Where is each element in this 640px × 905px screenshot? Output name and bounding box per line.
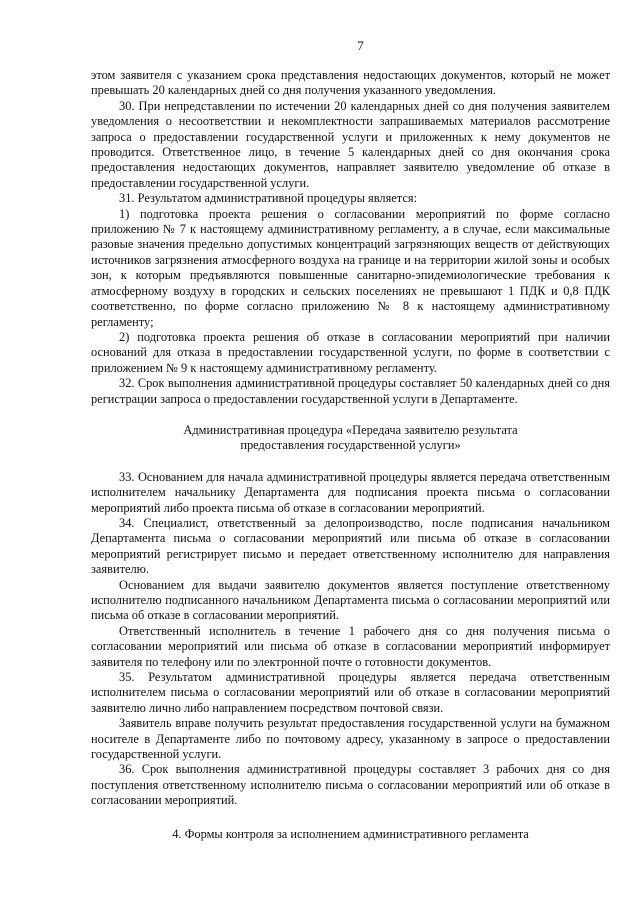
paragraph-continuation: этом заявителя с указанием срока представления недостающих документов, который не может превышать 20 календарных дней со дня получения указанного уведомления.	[91, 68, 610, 98]
paragraph-35: 35. Результатом административной процедуры является передача ответственным исполнителем письма о согласовании мероприятий или об отказе в согласовании мероприятий заявителю лично либо направлением посредством почтовой связи.	[91, 670, 610, 715]
paragraph-31-item-2: 2) подготовка проекта решения об отказе в согласовании мероприятий при наличии оснований для отказа в предоставлении государственной услуги, по форме в соответствии с приложением № 9 к настоящему административному регламенту.	[91, 329, 610, 375]
page-number: 7	[357, 38, 364, 53]
paragraph-31: 31. Результатом административной процедуры является:	[119, 191, 418, 206]
procedure-heading-line-1: Административная процедура «Передача заявителю результата	[183, 422, 518, 437]
procedure-heading	[91, 423, 610, 454]
paragraph-34-notify: Ответственный исполнитель в течение 1 рабочего дня со дня получения письма о согласовании мероприятий или письма об отказе в согласовании мероприятий информирует заявителя по телефону или по электронной почте о готовности документов.	[91, 623, 610, 669]
paragraph-33: 33. Основанием для начала административной процедуры является передача ответственным исполнителем начальнику Департамента для подписания проекта письма о согласовании мероприятий либо проекта письма об отказе в согласовании мероприятий.	[91, 469, 610, 515]
procedure-heading-line-2: предоставления государственной услуги»	[240, 438, 461, 453]
paragraph-36: 36. Срок выполнения административной процедуры составляет 3 рабочих дня со дня поступления ответственному исполнителю письма о согласовании мероприятий или об отказе в согласовании мероприятий.	[91, 762, 610, 808]
section-title: 4. Формы контроля за исполнением административного регламента	[172, 826, 529, 841]
paragraph-32: 32. Срок выполнения административной процедуры составляет 50 календарных дней со дня регистрации запроса о предоставлении государственной услуги в Департаменте.	[91, 376, 610, 406]
paragraph-35-applicant: Заявитель вправе получить результат предоставления государственной услуги на бумажном носителе в Департаменте либо по почтовому адресу, указанному в запросе о предоставлении государственной услуги.	[91, 716, 610, 762]
paragraph-34: 34. Специалист, ответственный за делопроизводство, после подписания начальником Департамента письма о согласовании мероприятий или письма об отказе в согласовании мероприятий регистрирует письмо и передает ответственному исполнителю для направления заявителю.	[91, 515, 610, 577]
paragraph-31-item-1: 1) подготовка проекта решения о согласовании мероприятий по форме согласно приложению № 7 к настоящему административному регламенту, а в случае, если максимальные разовые значения предельно допустимых концентраций загрязняющих веществ от действующих источников загрязнения атмосферного воздуха на границе и на территории жилой зоны и особых зон, к которым предъявляются повышенные санитарно-эпидемиологические требования к атмосферному воздуху в городских и сельских поселениях не превышают 1 ПДК и 0,8 ПДК соответственно, по форме согласно приложению № 8 к настоящему административному регламенту;	[91, 206, 610, 329]
paragraph-30: 30. При непредставлении по истечении 20 календарных дней со дня получения заявителем уведомления о несоответствии и некомплектности запрашиваемых материалов рассмотрение запроса о предоставлении государственной услуги и приложенных к нему документов не проводится. Ответственное лицо, в течение 5 календарных дней со дня окончания срока предоставления недостающих документов, направляет заявителю уведомление об отказе в предоставлении государственной услуги.	[91, 98, 610, 190]
paragraph-34-basis: Основанием для выдачи заявителю документов является поступление ответственному исполнителю подписанного начальником Департамента письма о согласовании мероприятий или письма об отказе в согласовании мероприятий.	[91, 577, 610, 623]
